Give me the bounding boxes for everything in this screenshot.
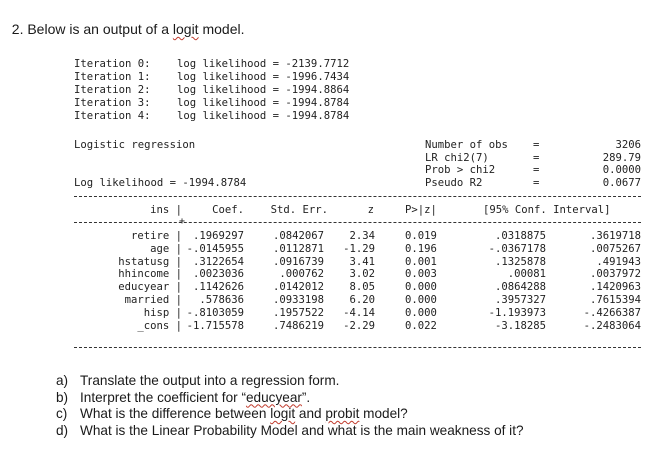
table-rule-bottom xyxy=(74,347,641,348)
row-ci-upper: .0075267 xyxy=(589,242,641,255)
row-ci-upper: .491943 xyxy=(596,255,641,268)
row-std-err: .000762 xyxy=(279,268,324,281)
stat-value: 3206 xyxy=(615,139,641,151)
model-title: Logistic regression xyxy=(74,139,196,151)
subquestion-label: a) xyxy=(56,373,69,388)
subquestion-text: Translate the output into a regression form. xyxy=(80,373,340,388)
stat-label: Pseudo R2 xyxy=(425,177,483,190)
row-variable: _cons | xyxy=(137,319,182,332)
row-variable: married | xyxy=(124,294,182,306)
table-rule-top xyxy=(74,196,641,197)
row-ci-upper: .3619718 xyxy=(589,230,641,242)
row-z: 8.05 xyxy=(349,281,375,294)
row-z: -1.29 xyxy=(343,242,375,255)
row-variable: hisp | xyxy=(143,306,182,319)
row-ci-upper: .7615394 xyxy=(589,294,641,306)
row-ci-lower: -3.18285 xyxy=(494,319,546,332)
stat-value: 0.0000 xyxy=(602,164,641,177)
subquestion-label: d) xyxy=(56,422,69,438)
row-coef: -1.715578 xyxy=(186,319,244,332)
header-se: Std. Err. xyxy=(270,204,328,216)
stat-label: LR chi2(7) xyxy=(425,151,489,164)
row-ci-upper: .0037972 xyxy=(589,268,641,281)
row-p-value: 0.019 xyxy=(405,230,437,242)
header-coef: Coef. xyxy=(212,204,244,216)
row-ci-lower: .3957327 xyxy=(494,294,546,306)
iteration-label: Iteration 1: xyxy=(74,71,151,83)
subquestion-text: ”. xyxy=(301,389,311,405)
question-keyword: logit xyxy=(172,21,199,37)
row-p-value: 0.000 xyxy=(405,306,437,319)
row-ci-lower: .00081 xyxy=(507,268,546,281)
row-z: 3.02 xyxy=(349,268,375,281)
stat-value: 0.0677 xyxy=(602,177,641,190)
row-ci-upper: -.2483064 xyxy=(583,319,641,332)
row-std-err: .7486219 xyxy=(272,319,324,332)
row-p-value: 0.001 xyxy=(405,255,437,268)
subquestion-text: Interpret the coefficient for “ xyxy=(80,389,246,405)
row-ci-upper: -.4266387 xyxy=(583,306,641,319)
row-coef: .3122654 xyxy=(192,255,244,268)
iteration-log-likelihood: log likelihood = -1994.8864 xyxy=(177,84,350,96)
row-coef: .1969297 xyxy=(192,230,244,242)
row-std-err: .0933198 xyxy=(272,294,324,306)
question-suffix: model. xyxy=(198,21,245,37)
row-z: 6.20 xyxy=(349,294,375,306)
stat-equals: = xyxy=(533,164,540,177)
header-ci: [95% Conf. Interval] xyxy=(483,204,611,216)
subquestion-item xyxy=(56,373,524,390)
row-coef: .0023036 xyxy=(192,268,244,281)
row-z: -4.14 xyxy=(343,306,375,319)
iteration-log-likelihood: log likelihood = -1994.8784 xyxy=(177,110,350,122)
row-p-value: 0.022 xyxy=(405,319,437,332)
row-std-err: .0916739 xyxy=(272,255,324,268)
iteration-label: Iteration 4: xyxy=(74,110,151,122)
subquestion-text: model? xyxy=(359,406,408,421)
stat-equals: = xyxy=(533,139,540,151)
stat-label: Prob > chi2 xyxy=(425,164,496,177)
iteration-label: Iteration 2: xyxy=(74,84,151,96)
row-coef: -.8103059 xyxy=(186,306,244,319)
row-variable: age | xyxy=(150,242,182,255)
row-ci-lower: -1.193973 xyxy=(488,306,546,319)
row-p-value: 0.196 xyxy=(405,242,437,255)
row-variable: hstatusg | xyxy=(118,255,182,268)
row-std-err: .0842067 xyxy=(272,230,324,242)
row-variable: hhincome | xyxy=(118,268,182,281)
row-p-value: 0.000 xyxy=(405,281,437,294)
stat-value: 289.79 xyxy=(602,151,641,164)
row-p-value: 0.003 xyxy=(405,268,437,281)
row-z: -2.29 xyxy=(343,319,375,332)
iteration-log-likelihood: log likelihood = -1994.8784 xyxy=(177,97,350,109)
row-ci-lower: .1325878 xyxy=(494,255,546,268)
header-z: z xyxy=(367,204,374,216)
row-variable: retire | xyxy=(130,230,182,242)
subquestion-text: and xyxy=(295,406,326,421)
row-ci-lower: .0318875 xyxy=(494,230,546,242)
table-rule-mid xyxy=(74,222,641,223)
row-variable: educyear | xyxy=(118,281,182,294)
row-coef: .578636 xyxy=(199,294,244,306)
row-std-err: .0112871 xyxy=(272,242,324,255)
subquestion-label: b) xyxy=(56,389,69,405)
iteration-label: Iteration 0: xyxy=(74,58,151,70)
question-prefix: 2. Below is an output of a xyxy=(11,21,173,37)
flagged-term: probit xyxy=(325,406,360,421)
subquestion-text: What is the difference between xyxy=(80,406,271,421)
row-ci-upper: .1420963 xyxy=(589,281,641,294)
row-coef: .1142626 xyxy=(192,281,244,294)
subquestion-item xyxy=(56,423,524,440)
flagged-term: logit xyxy=(270,406,296,421)
header-var: ins | xyxy=(150,204,182,216)
row-ci-lower: -.0367178 xyxy=(488,242,546,255)
row-std-err: .0142012 xyxy=(272,281,324,294)
subquestion-text: What is the Linear Probability Model and what is the main weakness of it? xyxy=(80,422,524,438)
row-coef: -.0145955 xyxy=(186,242,244,255)
flagged-term: educyear xyxy=(245,389,302,405)
header-p: P>|z| xyxy=(405,204,437,216)
row-p-value: 0.000 xyxy=(405,294,437,306)
row-z: 2.34 xyxy=(349,230,375,242)
log-likelihood: Log likelihood = -1994.8784 xyxy=(74,177,247,189)
iteration-label: Iteration 3: xyxy=(74,97,151,109)
row-std-err: .1957522 xyxy=(272,306,324,319)
iteration-log-likelihood: log likelihood = -2139.7712 xyxy=(177,58,350,70)
subquestion-item xyxy=(56,406,524,423)
subquestion-list xyxy=(56,373,524,439)
subquestion-item xyxy=(56,390,524,407)
row-ci-lower: .0864288 xyxy=(494,281,546,294)
row-z: 3.41 xyxy=(349,255,375,268)
column-separator: + xyxy=(179,216,186,227)
stat-label: Number of obs xyxy=(425,139,508,151)
question-heading xyxy=(4,5,245,37)
stat-equals: = xyxy=(533,177,540,190)
stat-equals: = xyxy=(533,151,540,164)
iteration-log-likelihood: log likelihood = -1996.7434 xyxy=(177,71,350,83)
subquestion-label: c) xyxy=(56,406,68,421)
